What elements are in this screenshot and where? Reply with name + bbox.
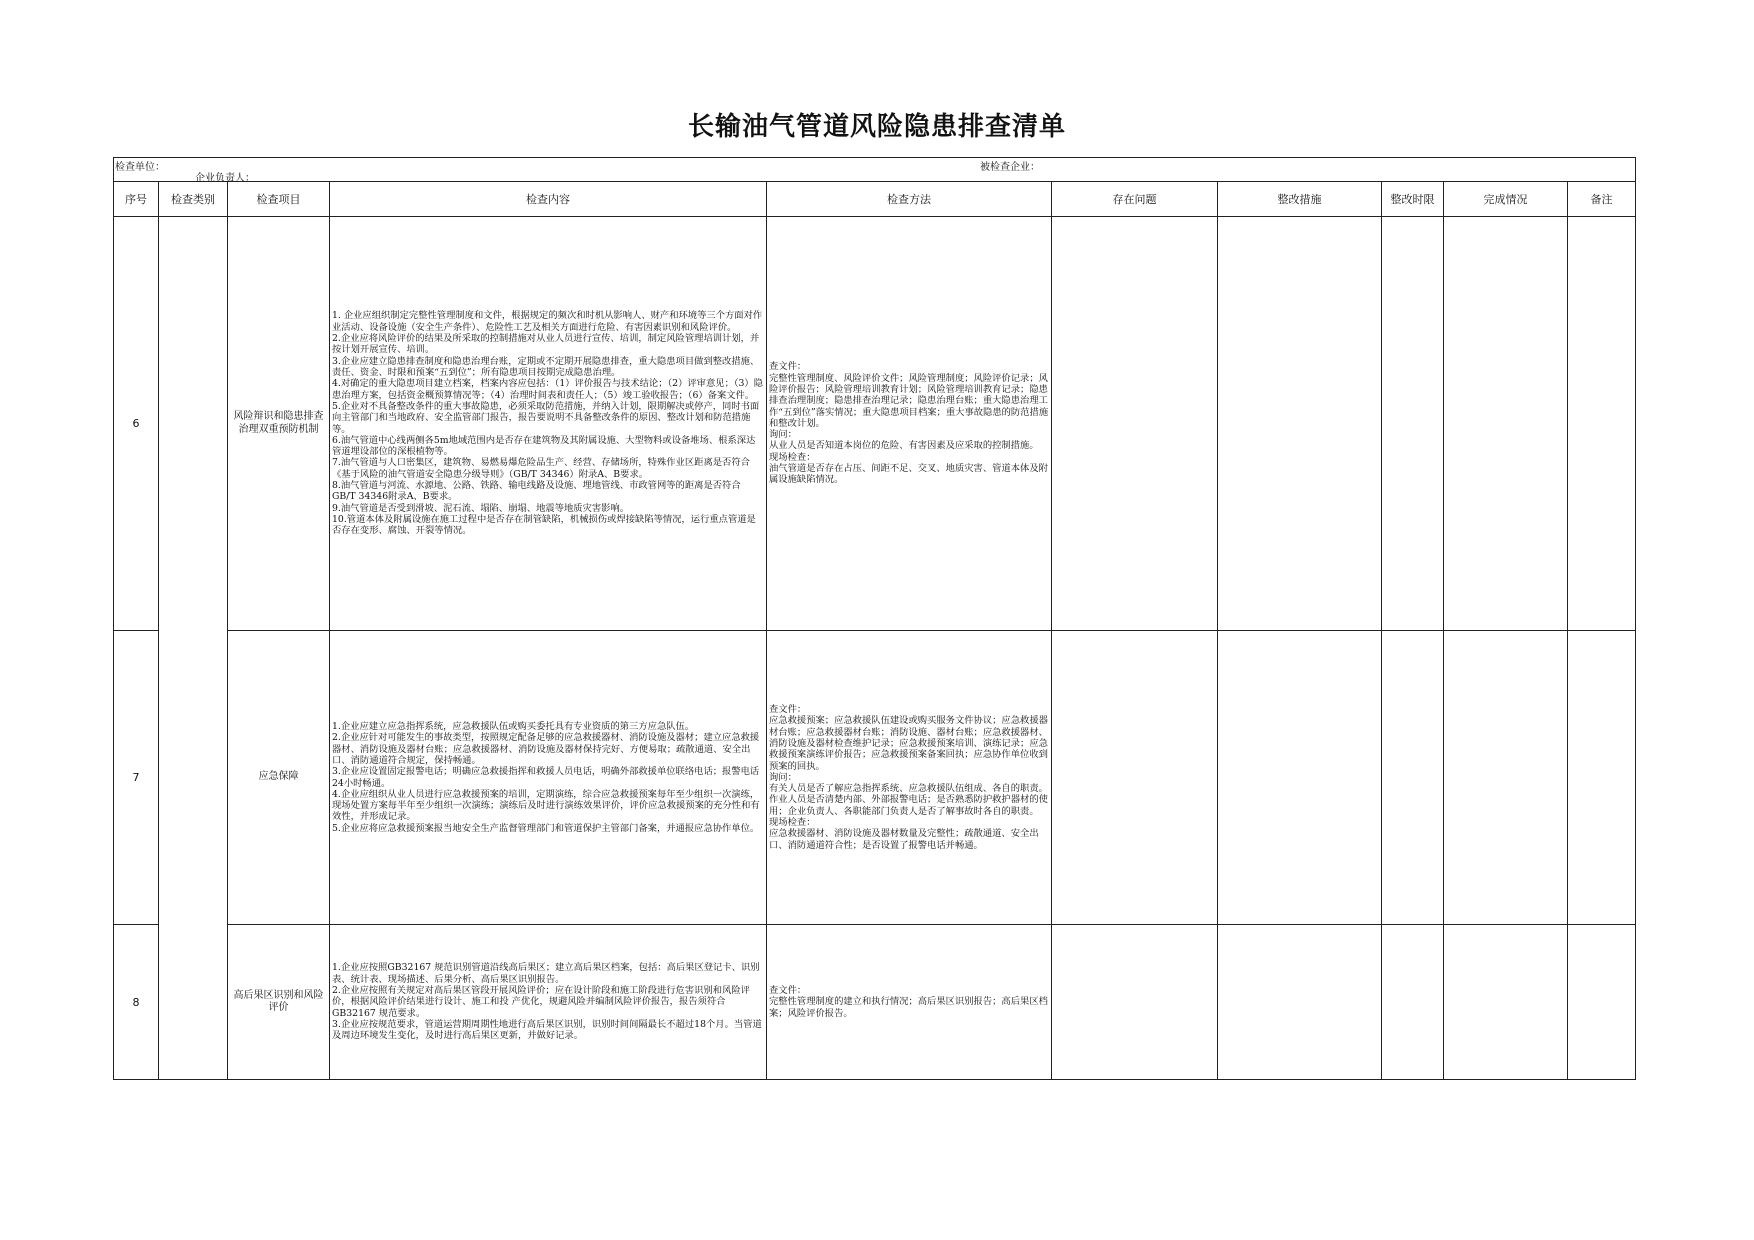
page-title: 长输油气管道风险隐患排查清单	[687, 112, 1066, 142]
method-line: 查文件：	[769, 361, 807, 373]
content-line: 5.企业应将应急救援预案报当地安全生产监督管理部门和管道保护主管部门备案，并通报应急协作单位。	[332, 822, 760, 834]
row-number: 7	[114, 631, 159, 925]
header-row	[114, 182, 1636, 217]
check-method	[767, 925, 1052, 1080]
row-number: 8	[114, 925, 159, 1080]
content-line: 8.油气管道与河流、水源地、公路、铁路、输电线路及设施、埋地管线、市政管网等的距离是否符合GB/T 34346附录A、B要求。	[332, 480, 741, 503]
content-line: 2.企业应按照有关规定对高后果区管段开展风险评价；应在设计阶段和施工阶段进行危害识别和风险评价，根据风险评价结果进行设计、施工和投 产优化，规避风险并编制风险评价报告，报告须符合GB32167 规范要求。	[332, 985, 750, 1019]
method-line: 应急救援预案；应急救援队伍建设或购买服务文件协议；应急救援器材台账；应急救援器材台账；消防设施、器材台账；应急救援器材、消防设施及器材检查维护记录；应急救援预案培训、演练记录；应急救援预案演练评价报告；应急救援预案备案回执；应急协作单位收到预案的回执。	[769, 715, 1048, 772]
content-line: 3.企业应建立隐患排查制度和隐患治理台账，定期或不定期开展隐患排查，重大隐患项目做到整改措施、责任、资金、时限和预案“五到位”；所有隐患项目按期完成隐患治理。	[332, 355, 760, 378]
content-line: 6.油气管道中心线两侧各5m地域范围内是否存在建筑物及其附属设施、大型物料或设备堆场、根系深达管道埋设部位的深根植物等。	[332, 434, 756, 458]
header-cell: 检查类别	[159, 182, 228, 217]
table-row	[114, 217, 1636, 631]
header-cell: 检查项目	[228, 182, 330, 217]
check-item: 应急保障	[228, 631, 330, 925]
deadline-cell[interactable]	[1382, 217, 1444, 631]
header-cell: 完成情况	[1444, 182, 1568, 217]
content-line: 5.企业对不具备整改条件的重大事故隐患，必须采取防范措施，并纳入计划，限期解决或停产，同时书面向主管部门和当地政府、安全监管部门报告，报告要说明不具备整改条件的原因、整改计划和防范措施等。	[332, 400, 760, 435]
check-item: 高后果区识别和风险评价	[228, 925, 330, 1080]
content-line: 1.企业应按照GB32167 规范识别管道沿线高后果区；建立高后果区档案，包括：高后果区登记卡、识别表、统计表、现场描述、后果分析、高后果区识别报告。	[332, 962, 760, 985]
content-line: 1.企业应建立应急指挥系统，应急救援队伍或购买委托具有专业资质的第三方应急队伍。	[332, 720, 695, 732]
content-line: 2.企业应针对可能发生的事故类型，按照规定配备足够的应急救援器材、消防设施及器材；建立应急救援器材、消防设施及器材台账；应急救援器材、消防设施及器材保持完好、方便易取；疏散通道、安全出口、消防通道符合规定，保持畅通。	[332, 732, 760, 766]
rectification-measure-cell[interactable]	[1218, 631, 1382, 925]
header-cell: 备注	[1568, 182, 1636, 217]
remark-cell[interactable]	[1568, 631, 1636, 925]
method-line: 询问：	[769, 429, 797, 441]
method-line: 油气管道是否存在占压、间距不足、交叉、地质灾害、管道本体及附属设施缺陷情况。	[769, 463, 1048, 486]
completion-cell[interactable]	[1444, 925, 1568, 1080]
method-line: 查文件：	[769, 985, 807, 996]
content-line: 10.管道本体及附属设施在施工过程中是否存在制管缺陷，机械损伤或焊接缺陷等情况，运行重点管道是否存在变形、腐蚀、开裂等情况。	[332, 514, 756, 537]
content-line: 1. 企业应组织制定完整性管理制度和文件，根据规定的频次和时机从影响人、财产和环境等三个方面对作业活动、设备设施（安全生产条件）、危险性工艺及相关方面进行危险、有害因素识别和风险评价。	[332, 310, 763, 333]
method-line: 应急救援器材、消防设施及器材数量及完整性；疏散通道、安全出口、消防通道符合性；是否设置了报警电话并畅通。	[769, 828, 1039, 851]
check-content	[330, 217, 767, 631]
rectification-measure-cell[interactable]	[1218, 217, 1382, 631]
check-item: 风险辩识和隐患排查治理双重预防机制	[228, 217, 330, 631]
table-row	[114, 631, 1636, 925]
header-cell: 检查内容	[330, 182, 767, 217]
completion-cell[interactable]	[1444, 217, 1568, 631]
inspection-table	[113, 157, 1636, 1080]
content-line: 9.油气管道是否受到滑坡、泥石流、塌陷、崩塌、地震等地质灾害影响。	[332, 502, 630, 514]
info-row	[114, 158, 1636, 182]
method-line: 现场检查：	[769, 451, 816, 463]
header-cell: 序号	[114, 182, 159, 217]
method-line: 有关人员是否了解应急指挥系统、应急救援队伍组成、各自的职责。作业人员是否清楚内部、外部报警电话；是否熟悉防护救护器材的使用；企业负责人、各职能部门负责人是否了解事故时各自的职责。	[769, 783, 1048, 817]
existing-problem-cell[interactable]	[1052, 631, 1218, 925]
content-line: 4.对确定的重大隐患项目建立档案，档案内容应包括：（1）评价报告与技术结论；（2）评审意见；（3）隐患治理方案，包括资金概预算情况等；（4）治理时间表和责任人；（5）竣工验收报告；（6）备案文件。	[332, 378, 764, 401]
check-content	[330, 925, 767, 1080]
content-line: 2.企业应将风险评价的结果及所采取的控制措施对从业人员进行宣传、培训，制定风险管理培训计划，并按计划开展宣传、培训。	[332, 332, 760, 356]
completion-cell[interactable]	[1444, 631, 1568, 925]
check-method	[767, 631, 1052, 925]
row-number: 6	[114, 217, 159, 631]
inspected-enterprise-label: 被检查企业：	[980, 162, 1040, 173]
check-unit-label: 检查单位：	[115, 162, 165, 173]
remark-cell[interactable]	[1568, 925, 1636, 1080]
remark-cell[interactable]	[1568, 217, 1636, 631]
header-cell: 检查方法	[767, 182, 1052, 217]
rectification-measure-cell[interactable]	[1218, 925, 1382, 1080]
existing-problem-cell[interactable]	[1052, 925, 1218, 1080]
enterprise-head-label: 企业负责人：	[195, 173, 255, 184]
check-content	[330, 631, 767, 925]
category-cell	[159, 217, 228, 1080]
deadline-cell[interactable]	[1382, 631, 1444, 925]
method-line: 查文件：	[769, 703, 807, 715]
method-line: 完整性管理制度、风险评价文件；风险管理制度；风险评价记录；风险评价报告；风险管理培训教育计划；风险管理培训教育记录；隐患排查治理制度；隐患排查治理记录；隐患治理台账；重大隐患治理工作“五到位”落实情况；重大隐患项目档案；重大事故隐患的防范措施和整改计划。	[769, 372, 1049, 429]
header-cell: 存在问题	[1052, 182, 1218, 217]
method-line: 现场检查：	[769, 817, 816, 829]
table-row	[114, 925, 1636, 1080]
content-line: 7.油气管道与人口密集区，建筑物、易燃易爆危险品生产、经营、存储场所，特殊作业区距离是否符合《基于风险的油气管道安全隐患分级导则》（GB/T 34346）附录A、B要求。	[332, 457, 750, 480]
content-line: 3.企业应按规范要求，管道运营期周期性地进行高后果区识别，识别时间间隔最长不超过18个月。当管道及周边环境发生变化，及时进行高后果区更新，并做好记录。	[332, 1018, 762, 1042]
method-line: 完整性管理制度的建立和执行情况；高后果区识别报告；高后果区档案；风险评价报告。	[769, 996, 1048, 1019]
header-cell: 整改措施	[1218, 182, 1382, 217]
existing-problem-cell[interactable]	[1052, 217, 1218, 631]
deadline-cell[interactable]	[1382, 925, 1444, 1080]
header-cell: 整改时限	[1382, 182, 1444, 217]
method-line: 从业人员是否知道本岗位的危险、有害因素及应采取的控制措施。	[769, 440, 1039, 452]
check-method	[767, 217, 1052, 631]
content-line: 3.企业应设置固定报警电话；明确应急救援指挥和救援人员电话，明确外部救援单位联络电话；报警电话24小时畅通。	[332, 766, 760, 789]
method-line: 询问：	[769, 771, 797, 783]
content-line: 4.企业应组织从业人员进行应急救援预案的培训，定期演练，综合应急救援预案每年至少组织一次演练，现场处置方案每半年至少组织一次演练；演练后及时进行演练效果评价，评价应急救援预案的充分性和有效性，并形成记录。	[332, 788, 760, 823]
